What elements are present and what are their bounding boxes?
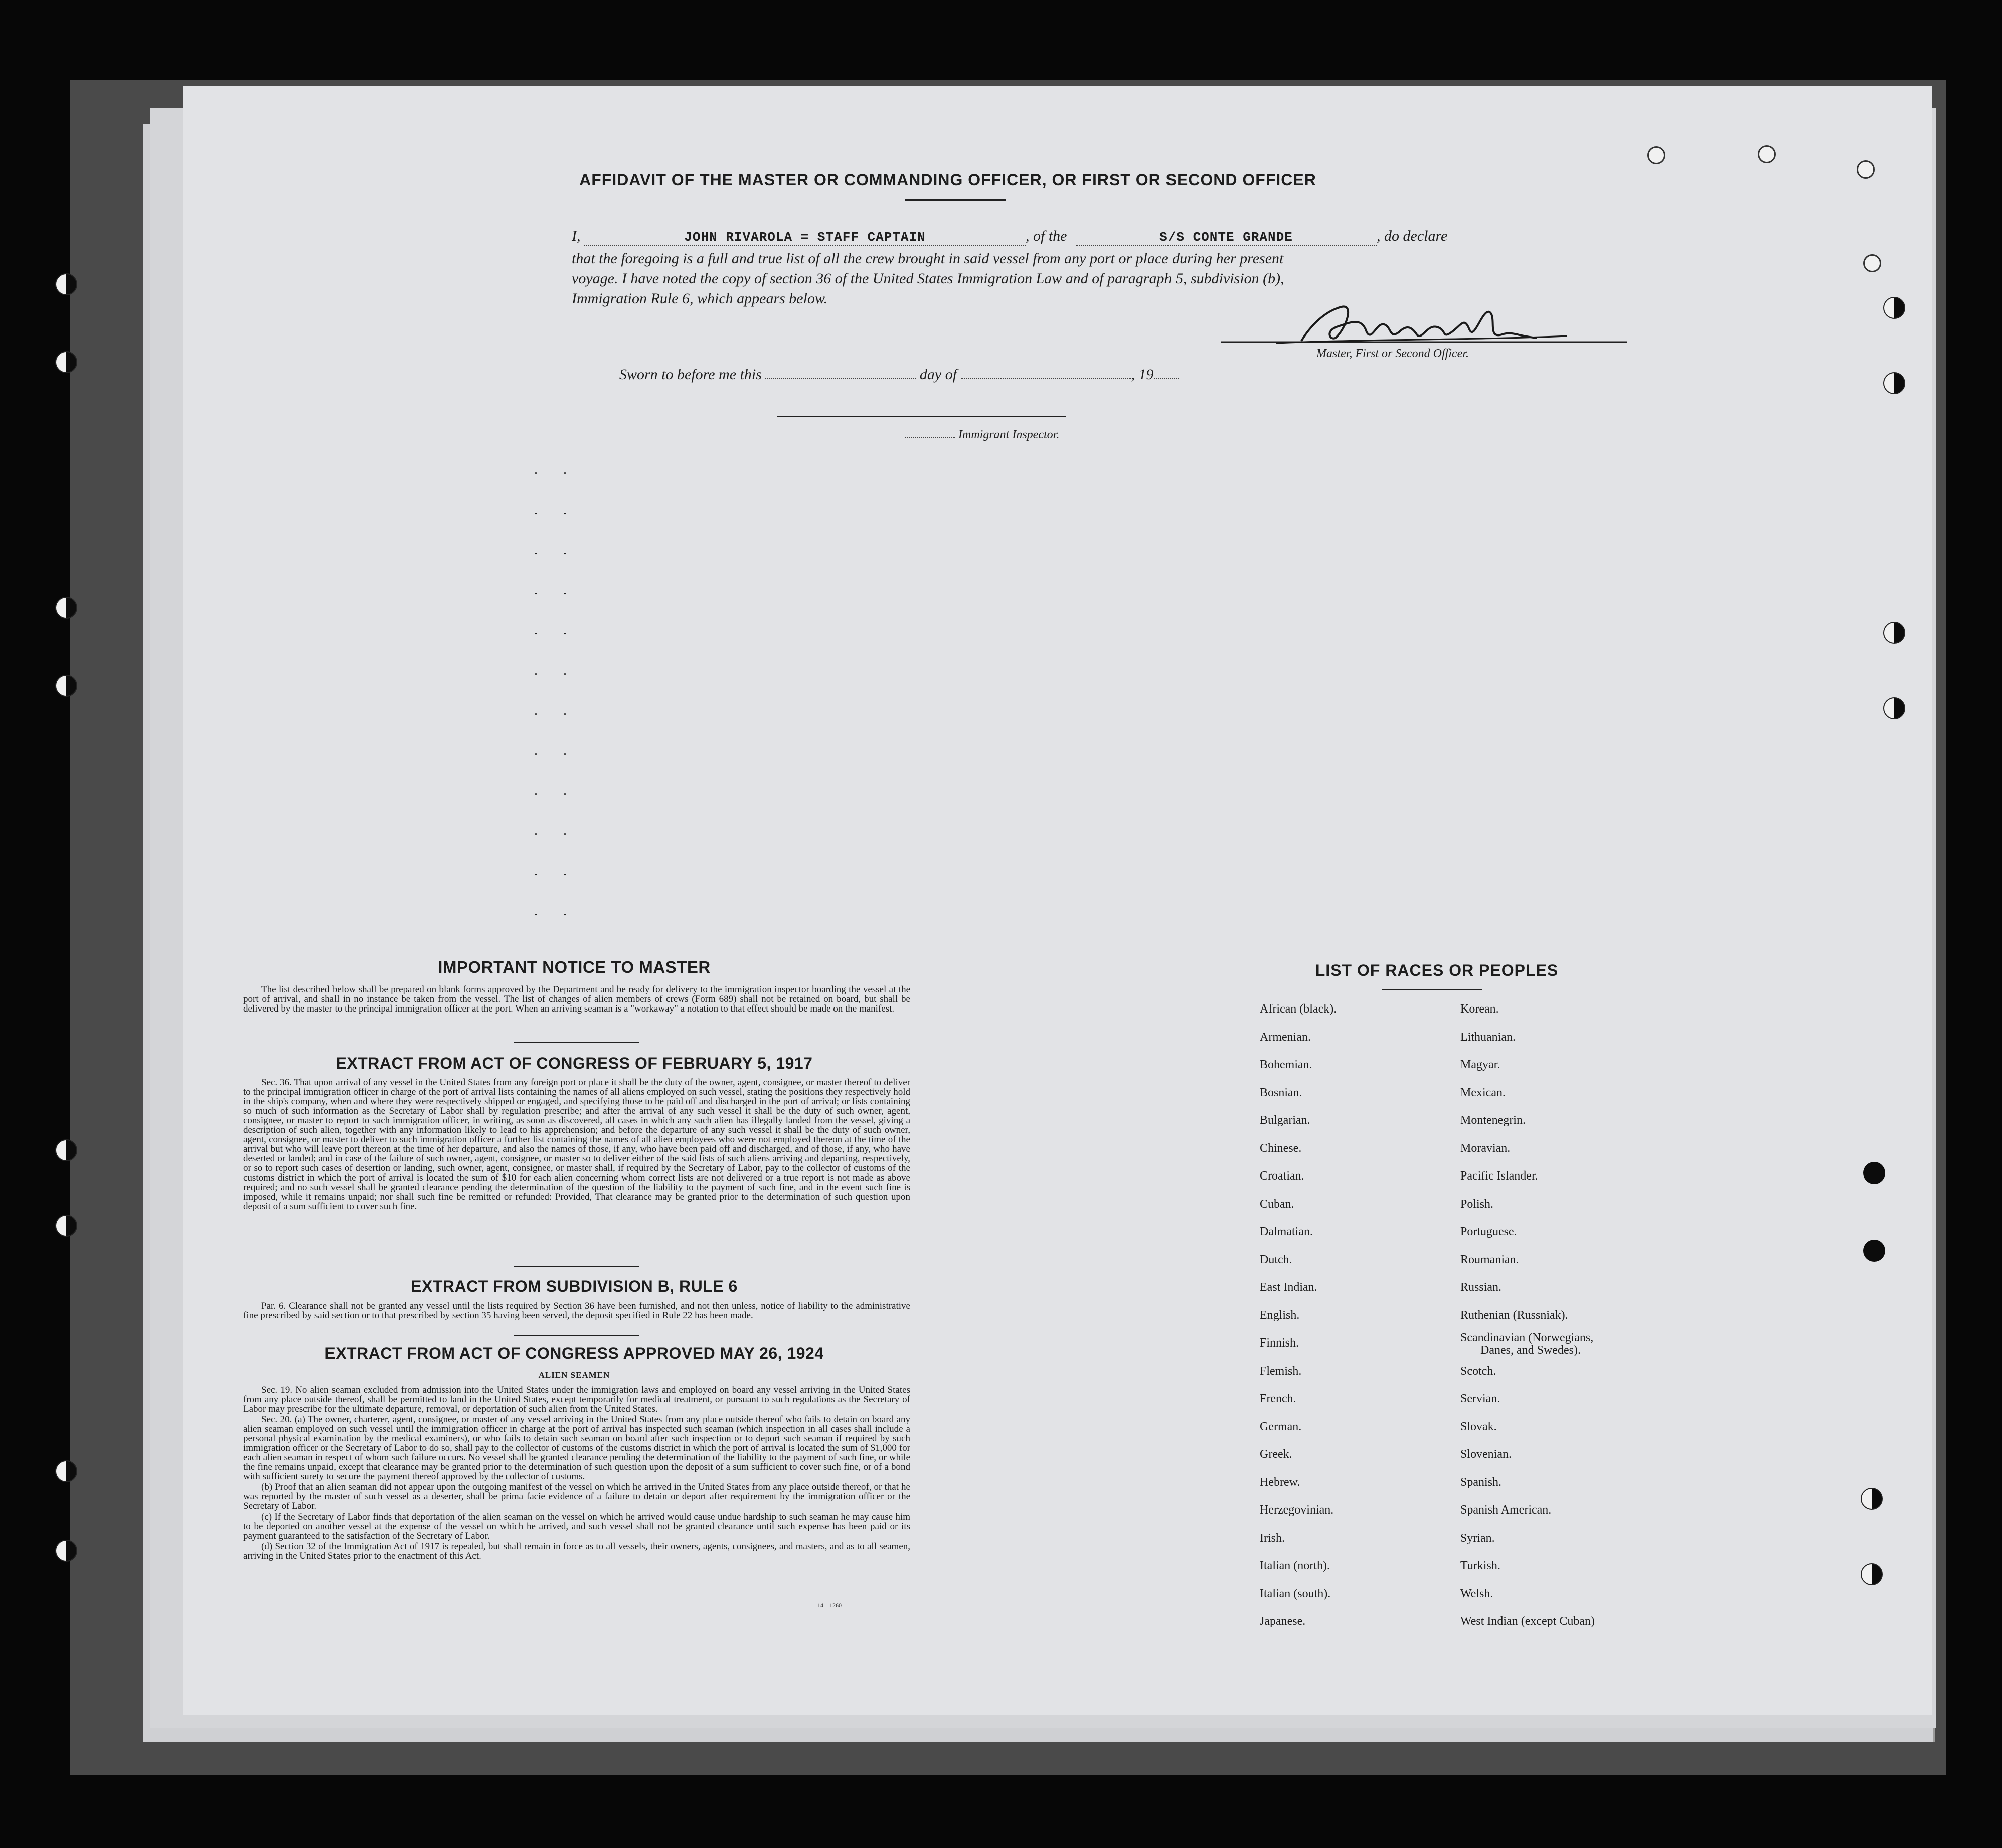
punch-hole [1857, 160, 1875, 179]
race-item: Mexican. [1460, 1086, 1506, 1099]
sec-20c-paragraph: (c) If the Secretary of Labor finds that deportation of the alien seaman on the vessel on which he arrived would cause undue hardship to such seaman he may cause him to be deported on another vessel at the expense of the vessel on which he arrived, and such vessel shall not be granted clearance until such expense has been paid or its payment guaranteed to the satisfaction of the Secretary of Labor. [243, 1511, 910, 1541]
sworn-line [619, 366, 1179, 383]
punch-hole [55, 597, 77, 619]
race-item: Servian. [1460, 1392, 1500, 1405]
race-item: Ruthenian (Russniak). [1460, 1308, 1568, 1322]
extract-1917-text [243, 1078, 910, 1212]
extract-1917-title: EXTRACT FROM ACT OF CONGRESS OF FEBRUARY 5, 1917 [336, 1054, 813, 1072]
affidavit-line-2: that the foregoing is a full and true list of all the crew brought in said vessel from any port or place during her present [572, 250, 1284, 267]
sworn-label: Sworn to before me this [619, 366, 762, 383]
punch-hole [1863, 1240, 1885, 1262]
section-36-paragraph: Sec. 36. That upon arrival of any vessel in the United States from any foreign port or place it shall be the duty of the owner, agent, consignee, or master thereof to deliver to the principal immigration officer in charge of the port of arrival lists containing the names of all aliens employed on such vessel, stating the positions they respectively hold in the ship's company, when and where they were respectively shipped or engaged, and specifying those to be paid off and discharged in the port of arrival; or lists containing so much of such information as the Secretary of Labor shall by regulation prescribe; and after the arrival of any such vessel it shall be the duty of such owner, agent, consignee, or master to report to such immigration officer, in writing, as soon as discovered, all cases in which any such alien has illegally landed from the vessel, giving a description of such alien, together with any information likely to lead to his apprehension; and before the departure of any such vessel it shall be the duty of such owner, agent, consignee, or master to deliver to such immigration officer a further list containing the names of all alien employees who were not employed thereon at the time of the arrival but who will leave port thereon at the time of her departure, and also the names of those, if any, who have been paid off and discharged, and of those, if any, who have deserted or landed; and in case of the failure of such owner, agent, consignee, or master so to deliver either of the said lists of such aliens arriving and departing, respectively, or so to report such cases of desertion or landing, such owner, agent, consignee, or master shall, if required by the Secretary of Labor, pay to the collector of customs of the customs district in which the port of arrival is located the sum of $10 for each alien concerning whom correct lists are not delivered or a true report is not made as above required; and no such vessel shall be granted clearance pending the determination of the question of the liability to the payment of such fine, and in the event such fine is imposed, while it remains unpaid; nor shall such fine be remitted or refunded: Provided, That clearance may be granted prior to the determination of such question upon deposit of a sum sufficient to cover such fine. [243, 1077, 910, 1212]
races-column-2 [1460, 995, 1595, 1635]
race-item: Turkish. [1460, 1559, 1500, 1572]
punch-hole [1647, 146, 1665, 164]
race-item: Welsh. [1460, 1587, 1493, 1600]
punch-hole [1883, 297, 1905, 319]
do-declare-label: , do declare [1377, 228, 1448, 244]
race-item: Bohemian. [1260, 1058, 1312, 1071]
punch-hole [1863, 1162, 1885, 1184]
punch-hole [55, 1460, 77, 1482]
extract-rule6-text [243, 1301, 910, 1321]
punch-hole [55, 1139, 77, 1161]
race-item: French. [1260, 1392, 1296, 1405]
race-item: Flemish. [1260, 1364, 1302, 1378]
officer-name-value: JOHN RIVAROLA = STAFF CAPTAIN [684, 230, 926, 245]
race-item: Irish. [1260, 1531, 1285, 1545]
punch-hole [1861, 1488, 1883, 1510]
punch-hole [1883, 372, 1905, 394]
race-item [1460, 1329, 1595, 1357]
sec-20a-paragraph: Sec. 20. (a) The owner, charterer, agent, consignee, or master of any vessel arriving in the United States from any place outside thereof who fails to detain on board any alien seaman employed on such vessel until the immigration officer in charge at the port of arrival has inspected such seaman (which inspection in all cases shall include a personal physical examination by the medical examiners), or who fails to detain such seaman on board after such inspection or to deport such seaman if required by such immigration officer or the Secretary of Labor to do so, shall pay to the collector of customs of the customs district in which the port of arrival is located the sum of $1,000 for each alien seaman in respect of whom such failure occurs. No vessel shall be granted clearance pending the determination of the liability to the payment of such fine, or while the fine remains unpaid, except that clearance may be granted prior to the determination of such question upon the deposit of a sum sufficient to cover such fine, or of a bond with sufficient surety to secure the payment thereof approved by the collector of customs. [243, 1414, 910, 1482]
race-item: Scotch. [1460, 1364, 1496, 1378]
punch-hole [1883, 622, 1905, 644]
race-item: Lithuanian. [1460, 1030, 1516, 1044]
race-item: Moravian. [1460, 1141, 1511, 1155]
race-item: Montenegrin. [1460, 1114, 1526, 1127]
signature-caption: Master, First or Second Officer. [1316, 347, 1469, 360]
alien-seamen-subtitle: ALIEN SEAMEN [538, 1370, 610, 1380]
race-item: Syrian. [1460, 1531, 1495, 1545]
bleed-through-marks: . . . . . . . . . . . . . . . . . . . . . . . . [534, 462, 578, 919]
punch-hole [55, 1540, 77, 1562]
race-item: Italian (south). [1260, 1587, 1331, 1600]
sworn-month-field [961, 378, 1131, 379]
race-item-line: Scandinavian (Norwegians, [1460, 1331, 1594, 1345]
races-title-underline [1382, 989, 1482, 990]
affidavit-line-3: voyage. I have noted the copy of section 36 of the United States Immigration Law and of paragraph 5, subdivision (b), [572, 270, 1284, 287]
sworn-year-field [1154, 378, 1179, 379]
inspector-dotted-lead [905, 437, 955, 438]
i-label: I, [572, 228, 581, 244]
section-divider [514, 1335, 639, 1336]
title-underline [905, 199, 1006, 201]
race-item: Greek. [1260, 1448, 1292, 1461]
day-of-label: day of [919, 366, 957, 383]
punch-hole [55, 1215, 77, 1237]
punch-hole [55, 273, 77, 295]
race-item: Cuban. [1260, 1197, 1294, 1211]
section-divider [514, 1266, 639, 1267]
race-item: Polish. [1460, 1197, 1494, 1211]
punch-hole [55, 351, 77, 373]
race-item: East Indian. [1260, 1281, 1317, 1294]
race-item: Italian (north). [1260, 1559, 1330, 1572]
vessel-field [1076, 228, 1377, 246]
punch-hole [1861, 1563, 1883, 1585]
extract-rule6-title: EXTRACT FROM SUBDIVISION B, RULE 6 [411, 1277, 738, 1295]
race-item: Magyar. [1460, 1058, 1500, 1071]
race-item: Dutch. [1260, 1253, 1292, 1266]
race-item: Japanese. [1260, 1615, 1306, 1628]
race-item-line: Danes, and Swedes). [1480, 1343, 1581, 1357]
race-item: Slovak. [1460, 1420, 1497, 1433]
sec-20b-paragraph: (b) Proof that an alien seaman did not appear upon the outgoing manifest of the vessel on which he arrived in the United States from any place outside thereof, or that he was reported by the master of such vessel as a deserter, shall be prima facie evidence of a failure to detain or deport after requirement by the immigration officer or the Secretary of Labor. [243, 1482, 910, 1511]
race-item: Dalmatian. [1260, 1225, 1313, 1238]
races-column-1 [1260, 995, 1337, 1635]
race-item: Chinese. [1260, 1141, 1302, 1155]
race-item: Bulgarian. [1260, 1114, 1310, 1127]
of-the-label: , of the [1026, 228, 1067, 244]
race-item: Korean. [1460, 1002, 1499, 1016]
section-divider [514, 1042, 639, 1043]
race-item: Spanish. [1460, 1475, 1502, 1489]
extract-1924-text [243, 1385, 910, 1562]
sec-19-paragraph: Sec. 19. No alien seaman excluded from admission into the United States under the immigration laws and employed on board any vessel arriving in the United States from any place outside thereof, shall be permitted to land in the United States, except temporarily for medical treatment, or pursuant to such regulations as the Secretary of Labor may prescribe for the ultimate departure, removal, or deportation of such alien from the United States. [243, 1385, 910, 1414]
race-item: Armenian. [1260, 1030, 1311, 1044]
race-item: Portuguese. [1460, 1225, 1517, 1238]
inspector-caption-text: Immigrant Inspector. [958, 428, 1060, 441]
inspector-signature-line [777, 416, 1066, 417]
affidavit-line-4: Immigration Rule 6, which appears below. [572, 290, 828, 307]
race-item: German. [1260, 1420, 1302, 1433]
notice-title: IMPORTANT NOTICE TO MASTER [438, 958, 711, 976]
race-item: West Indian (except Cuban) [1460, 1615, 1595, 1628]
race-item: Russian. [1460, 1281, 1502, 1294]
form-code: 14—1260 [817, 1602, 842, 1609]
race-item: Spanish American. [1460, 1503, 1552, 1517]
extract-1924-title: EXTRACT FROM ACT OF CONGRESS APPROVED MAY 26, 1924 [324, 1344, 824, 1362]
punch-hole [1758, 145, 1776, 163]
officer-signature [1216, 297, 1647, 352]
races-title: LIST OF RACES OR PEOPLES [1315, 961, 1559, 979]
form-page [183, 86, 1932, 1715]
year-prefix-label: , 19 [1131, 366, 1154, 383]
affidavit-title: AFFIDAVIT OF THE MASTER OR COMMANDING OFFICER, OR FIRST OR SECOND OFFICER [579, 171, 1316, 189]
race-item: Hebrew. [1260, 1475, 1300, 1489]
notice-text [243, 985, 910, 1015]
punch-hole [1863, 254, 1881, 272]
race-item: Herzegovinian. [1260, 1503, 1334, 1517]
affidavit-declaration-line [572, 228, 1447, 246]
par-6-paragraph: Par. 6. Clearance shall not be granted any vessel until the lists required by Section 36 have been furnished, and not then unless, notice of liability to the administrative fine prescribed by said section or to that prescribed by section 35 having been served, the deposit specified in Rule 22 has been made. [243, 1301, 910, 1321]
race-item: English. [1260, 1308, 1300, 1322]
race-item: Finnish. [1260, 1336, 1299, 1350]
race-item: Bosnian. [1260, 1086, 1302, 1099]
inspector-caption [905, 428, 1059, 442]
officer-name-field [584, 228, 1026, 246]
race-item: Croatian. [1260, 1169, 1304, 1183]
sec-20d-paragraph: (d) Section 32 of the Immigration Act of 1917 is repealed, but shall remain in force as to all vessels, their owners, agents, consignees, and masters, and as to all seamen, arriving in the United States prior to the enactment of this Act. [243, 1541, 910, 1561]
race-item: Roumanian. [1460, 1253, 1519, 1266]
race-item: Pacific Islander. [1460, 1169, 1538, 1183]
punch-hole [55, 675, 77, 697]
sworn-day-field [765, 378, 916, 379]
race-item: African (black). [1260, 1002, 1337, 1016]
race-item: Slovenian. [1460, 1448, 1512, 1461]
vessel-value: S/S CONTE GRANDE [1159, 230, 1293, 245]
punch-hole [1883, 697, 1905, 719]
notice-paragraph: The list described below shall be prepared on blank forms approved by the Department and be ready for delivery to the immigration inspector boarding the vessel at the port of arrival, and shall in no instance be taken from the vessel. The list of changes of alien members of crews (Form 689) shall not be retained on board, but shall be delivered by the master to the principal immigration officer at the port. When an arriving seaman is a "workaway" a notation to that effect should be made on the manifest. [243, 984, 910, 1014]
